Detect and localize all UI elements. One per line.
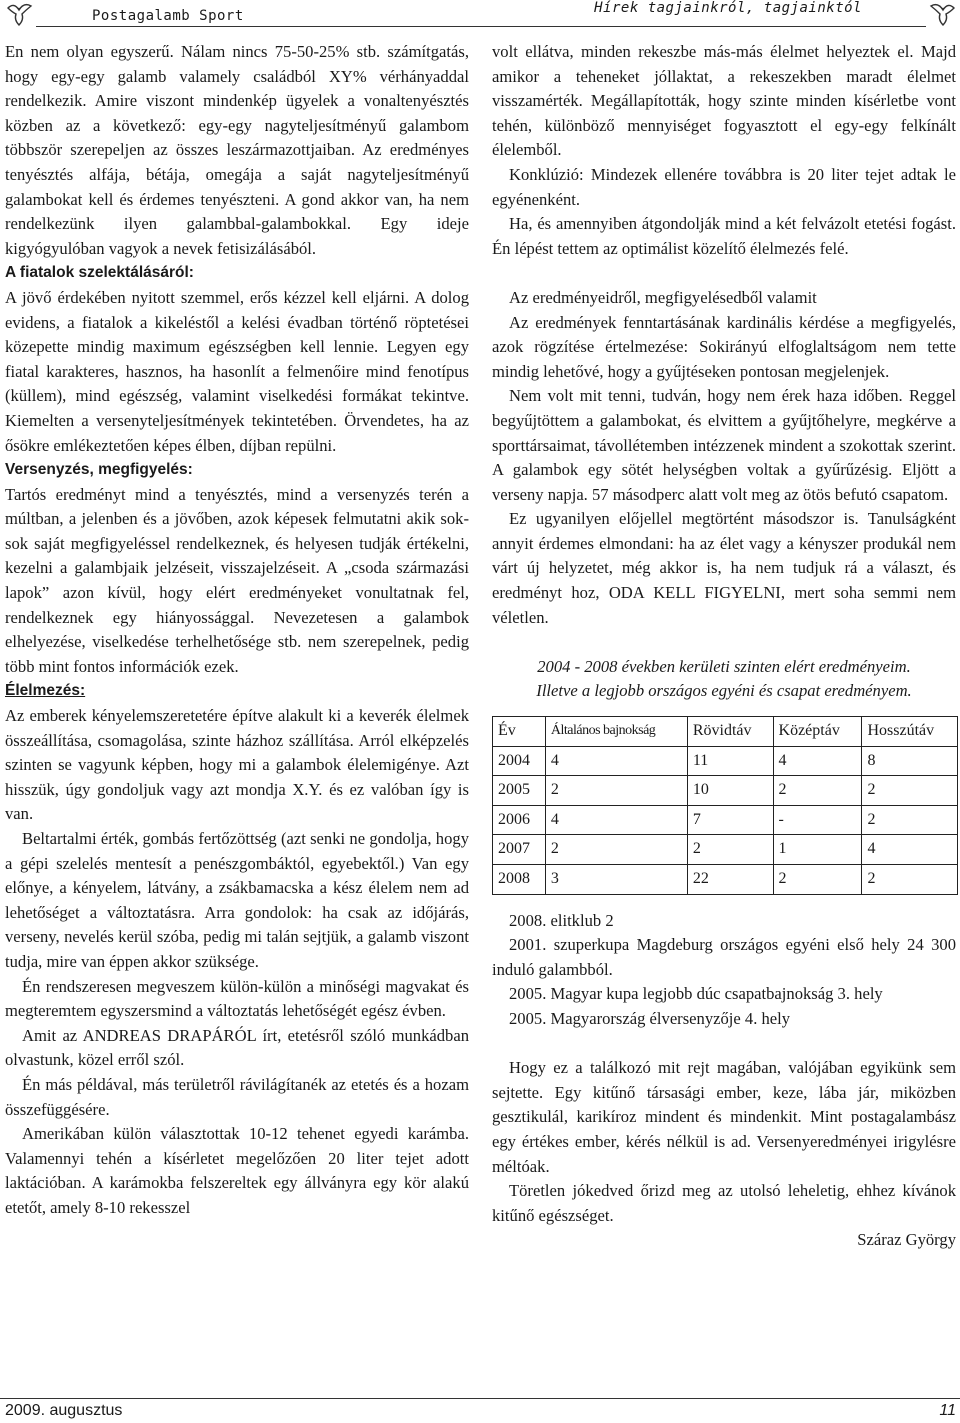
section-heading: Versenyzés, megfigyelés: [5,461,193,479]
paragraph: 2001. szuperkupa Magdeburg országos egyéni első hely 24 300 induló galambból. [492,935,956,979]
table-row [493,865,958,895]
paragraph: Az emberek kényelemszeretetére építve alakult ki a keverék élelmek összeállítása, csomagolása, szinte házhoz szállítása. Arról elképzelés szinten se vagyunk képben, hogy mi a galambok élelemigénye. Azt hisszük, úgy gondoljuk vagy azt mondja X.Y. és ez valóban így is van. [5,706,469,824]
table-header-cell: Hosszútáv [862,717,958,747]
paragraph: 2005. Magyarország élversenyzője 4. hely [509,1008,791,1028]
table-cell: 2 [773,865,862,895]
paragraph: Tartós eredményt mind a tenyésztés, mind a versenyzés terén a múltban, a jelenben és a jövőben, azok képesek felmutatni akik sok-sok saját megfigyeléssel rendelkeznek, és helyesen tudják értékelni, kezelni a galambjaik jelzéseit, visszajelzéseit. A „csoda származási lapok” azon kívül, hogy elért eredményeket vonultatnak fel, rendelkeznek egy hiányossággal. Nevezetesen a galambok elhelyezése, viselkedése terhelhetősége stb. nem szerepelnek, pedig több mint fontos információk ezek. [5,484,469,676]
issue-date: 2009. augusztus [5,1402,123,1419]
left-column [5,40,469,1221]
table-row [493,746,958,776]
spacer [492,630,956,655]
paragraph: Töretlen jókedved őrizd meg az utolsó leheletig, ehhez kívánok kitűnő egészséget. [492,1181,956,1225]
table-row [493,805,958,835]
paragraph: Hogy ez a találkozó mit rejt magában, valójában egyikünk sem sejtette. Egy kitűnő társasági ember, keze, lába jár, miközben gesztikulál, karikíroz mindent és mindenkit. Mint postagalambász egy értékes ember, kérés nélkül is ad. Versenyeredményei irigylésre méltóak. [492,1058,956,1176]
section-heading: A fiatalok szelektálásáról: [5,264,194,282]
section-title: Hírek tagjainkról, tagjainktól [594,0,862,16]
table-cell: - [773,805,862,835]
table-cell: 22 [687,865,773,895]
table-cell: 2 [862,776,958,806]
table-header-row [493,717,958,747]
table-header-cell: Középtáv [773,717,862,747]
table-cell: 2006 [493,805,546,835]
paragraph: Ha, és amennyiben átgondolják mind a két felvázolt etetési fogást. Én lépést tettem az optimálist közelítő élelmezés felé. [492,214,956,258]
pigeon-logo-icon [928,0,958,28]
table-cell: 2007 [493,835,546,865]
paragraph: Az eredményeidről, megfigyelésedből valamit [509,287,817,307]
paragraph: Nem volt mit tenni, tudván, hogy nem érek haza időben. Reggel begyűjtöttem a galambokat, és elvittem a gyűjtőhelyre, megkérve a sporttársaimat, távollétemben intézzenek mindent a szokottak szerint. A galambok egy sötét helységben voltak a gyűrűzésig. Eljött a verseny napja. 57 másodperc alatt volt meg az ötös befutó csapatom. [492,386,956,504]
table-cell: 2 [545,776,687,806]
paragraph: Konklúzió: Mindezek ellenére továbbra is 20 liter tejet adtak le egyénenként. [492,164,956,209]
paragraph: Amerikában külön választottak 10-12 tehenet egyedi karámba. Valamennyi tehén a kísérletet megelőzően 20 liter tejet adott laktációban. A karámokba felszereltek egy állványra egy kör alakú etetőt, amely 8-10 rekesszel [5,1124,469,1217]
table-cell: 2 [687,835,773,865]
table-cell: 4 [773,746,862,776]
section-heading: Élelmezés: [5,682,86,700]
paragraph: A jövő érdekében nyitott szemmel, erős kézzel kell eljárni. A dolog evidens, a fiatalok a kikeléstől a kelési évadban történő röptetései közepette mindig maximum egészségben kell lennie. Legyen egy fiatal karakteres, hasznos, ha hasonlít a felmenőire mind fenotípus (küllem), mind egészség, valamint viselkedési formákat tekintve. Kiemelten a versenyteljesítmények tekintetében. Örvendetes, ha az ősökre emlékeztetően képes élben, díjban repülni. [5,287,469,455]
paragraph: Az eredmények fenntartásának kardinális kérdése a megfigyelés, azok rögzítése értelmezése: Sokirányú elfoglaltságom nem tette mindig lehetővé, hogy a gyűjtéseken pontosan megjelenjek. [492,312,956,381]
table-cell: 4 [862,835,958,865]
paragraph: Amit az ANDREAS DRAPÁRÓL írt, etetésről szóló munkádban olvastunk, közel erről szól. [5,1025,469,1070]
table-cell: 8 [862,746,958,776]
table-cell: 2 [862,865,958,895]
paragraph: 2008. elitklub 2 [509,910,614,930]
paragraph: Beltartalmi érték, gombás fertőzöttség (azt senki ne gondolja, hogy a gépi szelelés mentesít a penészgombáktól, egyebektől.) Van egy előnye, a kényelem, látvány, a zsákbamacska a kész élelem nem ad lehetőséget a változtatásra. Arra gondolok: ha csak az időjárás, verseny, nevelés kerül szóba, pedig mi talán sejtjük, a galamb viszont tudja, mire van éppen akkor szüksége. [5,829,469,971]
footer-rule [0,1398,960,1399]
table-cell: 4 [545,746,687,776]
paragraph: volt ellátva, minden rekeszbe más-más élelmet helyeztek el. Majd amikor a teheneket jóllaktat, a rekeszekben maradt élelmet visszamérték. Megállapították, hogy szinte minden kísérletbe vont tehén, különböző mennyiséget fogyasztott el egy-egy felkínált élelemből. [492,42,956,160]
table-header-cell: Általános bajnokság [545,717,687,747]
author-signature: Száraz György [857,1230,956,1250]
spacer [492,261,956,286]
table-header-cell: Év [493,717,546,747]
results-table [492,716,958,895]
table-cell: 2005 [493,776,546,806]
paragraph: Én rendszeresen megveszem külön-külön a minőségi magvakat és megteremtem egyszersmind a változtatás lehetőségét egész évben. [5,976,469,1021]
page-number: 11 [939,1402,956,1419]
table-cell: 1 [773,835,862,865]
table-cell: 3 [545,865,687,895]
table-header-cell: Rövidtáv [687,717,773,747]
table-cell: 2 [773,776,862,806]
table-cell: 2 [545,835,687,865]
right-column [492,40,956,1253]
table-caption: Illetve a legjobb országos egyéni és csapat eredményem. [536,681,912,701]
table-cell: 4 [545,805,687,835]
paragraph: Ez ugyanilyen előjellel megtörtént másodszor is. Tanulságként annyit érdemes elmondani: ha az élet vagy a kényszer produkál nem várt új helyzetet, még akkor is, ha nem tudjuk rá a választ, és eredményt hoz, ODA KELL FIGYELNI, mert soha semmi nem véletlen. [492,509,956,627]
table-cell: 10 [687,776,773,806]
table-row [493,776,958,806]
table-cell: 11 [687,746,773,776]
publication-title: Postagalamb Sport [92,8,244,24]
paragraph: En nem olyan egyszerű. Nálam nincs 75-50-25% stb. számítgatás, hogy egy-egy galamb valamely családból XY% vérhányaddal rendelkezik. Amire viszont mindenkép ügyelek a vonaltenyésztés közben az a következő: egy-egy nagyteljesítményű galambom többször szerepeljen az összes leszármazottjaiban. Az eredményes tenyésztés alfája, bétája, omegája a saját nagyteljesítményű galambokat kell és érdemes tenyészteni. A gond akkor van, ha nem rendelkezünk ilyen galambbal-galambokkal. Egy ideje kigyógyulóban vagyok a nevek fetisizálásából. [5,42,469,258]
spacer [492,1032,956,1057]
table-cell: 2004 [493,746,546,776]
pigeon-logo-icon [4,0,34,28]
table-caption: 2004 - 2008 években kerületi szinten elért eredményeim. [537,656,911,676]
table-cell: 2008 [493,865,546,895]
paragraph: Én más példával, más területről rávilágítanék az etetés és a hozam összefüggésére. [5,1074,469,1119]
header-rule [36,26,926,27]
page-header [0,0,960,36]
paragraph: 2005. Magyar kupa legjobb dúc csapatbajnokság 3. hely [509,984,883,1004]
table-cell: 2 [862,805,958,835]
table-cell: 7 [687,805,773,835]
table-row [493,835,958,865]
